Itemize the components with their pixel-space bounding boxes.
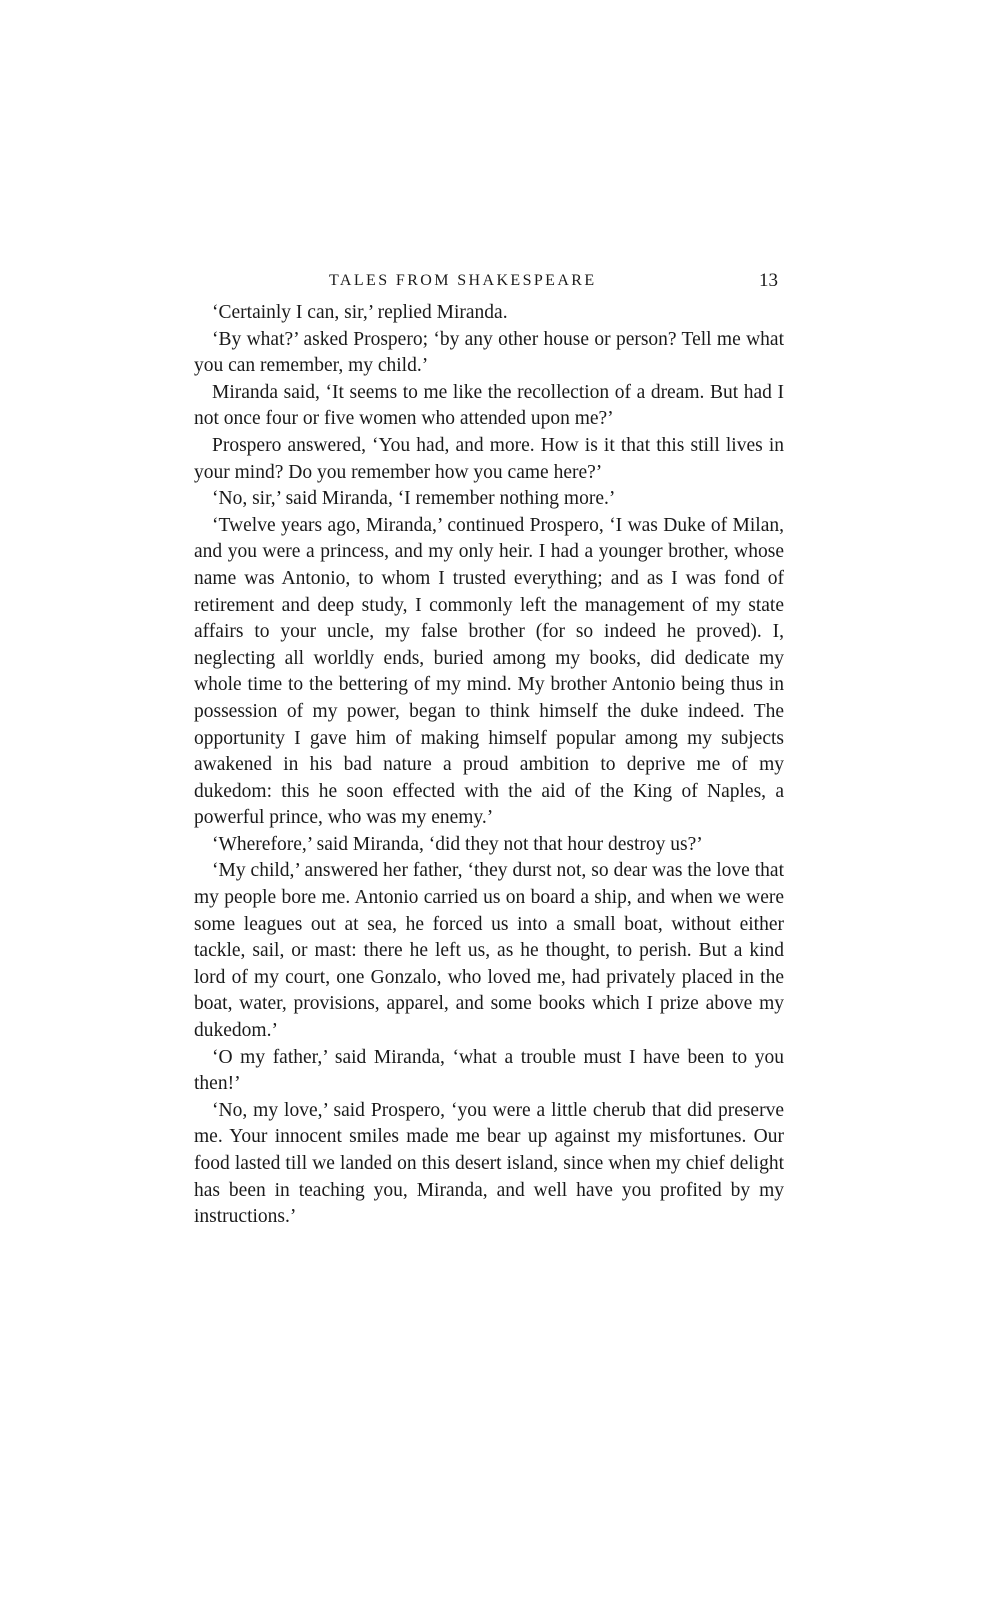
paragraph: ‘Twelve years ago, Miranda,’ continued Prospero, ‘I was Duke of Milan, and you were a princess, and my only heir. I had a younger brother, whose name was Antonio, to whom I trusted everything; and as I was fond of retirement and deep study, I commonly left the management of my state affairs to your uncle, my false brother (for so indeed he proved). I, neglecting all worldly ends, buried among my books, did dedicate my whole time to the bettering of my mind. My brother Antonio being thus in possession of my power, began to think himself the duke indeed. The opportunity I gave him of making himself popular among my subjects awakened in his bad nature a proud ambition to deprive me of my dukedom: this he soon effected with the aid of the King of Naples, a powerful prince, who was my enemy.’ [194,514,784,829]
paragraph: ‘Certainly I can, sir,’ replied Miranda. [212,302,508,323]
paragraph: ‘My child,’ answered her father, ‘they durst not, so dear was the love that my people bore me. Antonio carried us on board a ship, and when we were some leagues out at sea, he forced us into a small boat, without either tackle, sail, or mast: there he left us, as he thought, to perish. But a kind lord of my court, one Gonzalo, who loved me, had privately placed in the boat, water, provisions, apparel, and some books which I prize above my dukedom.’ [194,860,784,1042]
paragraph: Miranda said, ‘It seems to me like the recollection of a dream. But had I not once four or five women who attended upon me?’ [194,381,784,430]
paragraph: ‘Wherefore,’ said Miranda, ‘did they not that hour destroy us?’ [212,833,703,855]
paragraph: ‘O my father,’ said Miranda, ‘what a trouble must I have been to you then!’ [194,1046,784,1095]
running-title: TALES FROM SHAKESPEARE [329,272,597,289]
page-number: 13 [759,270,778,291]
paragraph: ‘No, sir,’ said Miranda, ‘I remember nothing more.’ [212,488,616,510]
running-head [194,268,784,294]
paragraph: Prospero answered, ‘You had, and more. How is it that this still lives in your mind? Do you remember how you came here?’ [194,434,784,483]
paragraph: ‘By what?’ asked Prospero; ‘by any other house or person? Tell me what you can remember, my child.’ [194,328,784,377]
book-page [194,268,784,1231]
body-text [194,300,784,1231]
paragraph: ‘No, my love,’ said Prospero, ‘you were a little cherub that did preserve me. Your innocent smiles made me bear up against my misfortunes. Our food lasted till we landed on this desert island, since when my chief delight has been in teaching you, Miranda, and well have you profited by my instructions.’ [194,1099,784,1228]
